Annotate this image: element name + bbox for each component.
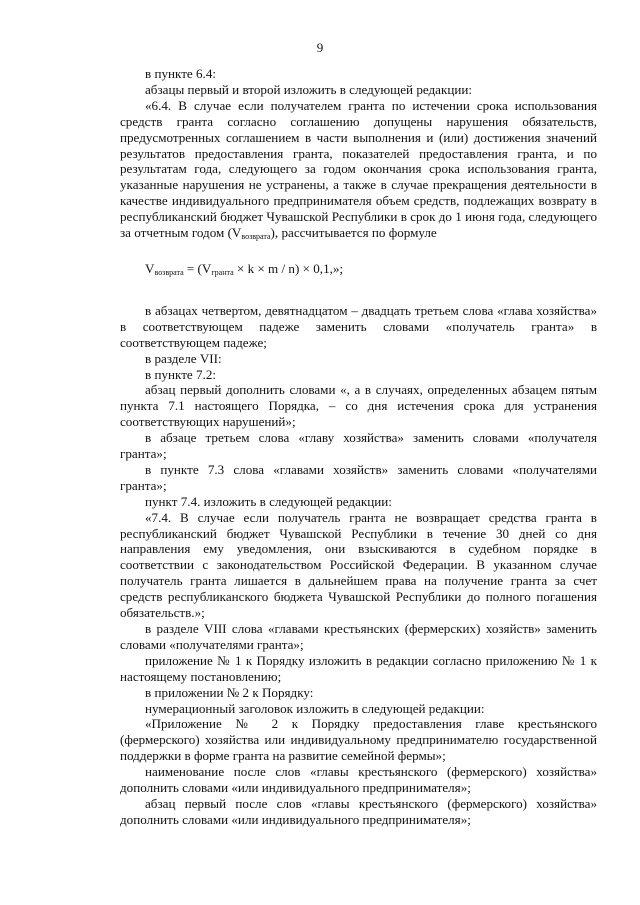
document-body <box>120 66 597 828</box>
paragraph-quoted-6-4 <box>120 98 597 241</box>
paragraph: в пункте 7.2: <box>145 366 217 382</box>
paragraph: абзацы первый и второй изложить в следующей редакции: <box>145 81 473 97</box>
formula-text: = (V <box>183 260 212 276</box>
paragraph-text: «6.4. В случае если получателем гранта по истечении срока использования средств гранта согласно соглашению допущены нарушения обязательств, предусмотренных соглашением в части выполнения и (или) достижения значений результатов предоставления гранта, показателей предоставления гранта, и по результатам года, следующего за годом окончания срока использования гранта, указанные нарушения не устранены, а также в случае прекращения деятельности в качестве индивидуального предпринимателя объем средств, подлежащих возврату в республиканский бюджет Чувашской Республики в срок до 1 июня года, следующего за отчетным годом (V <box>120 97 597 241</box>
paragraph-text: ), рассчитывается по формуле <box>270 225 437 241</box>
paragraph: наименование после слов «главы крестьянского (фермерского) хозяйства» дополнить словами «или индивидуального предпринимателя»; <box>120 764 597 796</box>
paragraph: абзац первый дополнить словами «, а в случаях, определенных абзацем пятым пункта 7.1 настоящего Порядка, – со дня истечения срока для устранения соответствующих нарушений»; <box>120 382 597 430</box>
page-number: 9 <box>316 40 324 55</box>
subscript: возврата <box>154 267 184 277</box>
paragraph: в приложении № 2 к Порядку: <box>145 684 314 700</box>
formula-var: V <box>145 260 155 276</box>
paragraph: «7.4. В случае если получатель гранта не возвращает средства гранта в республиканский бюджет Чувашской Республики в течение 30 дней со дня направления ему уведомления, они взыскиваются в судебном порядке в соответствии с законодательством Российской Федерации. В указанном случае получатель гранта лишается в дальнейшем права на получение гранта за счет средств республиканского бюджета Чувашской Республики до полного погашения обязательств.»; <box>120 509 597 621</box>
paragraph: приложение № 1 к Порядку изложить в редакции согласно приложению № 1 к настоящему постановлению; <box>120 652 597 684</box>
paragraph: в абзаце третьем слова «главу хозяйства» заменить словами «получателя гранта»; <box>120 430 597 462</box>
paragraph: в разделе VII: <box>145 350 222 366</box>
formula-text: × k × m / n) × 0,1,»; <box>233 260 344 276</box>
paragraph: пункт 7.4. изложить в следующей редакции: <box>145 493 392 509</box>
subscript: возврата <box>241 232 271 242</box>
paragraph: абзац первый после слов «главы крестьянского (фермерского) хозяйства» дополнить словами «или индивидуального предпринимателя»; <box>120 795 597 827</box>
paragraph: в пункте 7.3 слова «главами хозяйств» заменить словами «получателями гранта»; <box>120 461 597 493</box>
paragraph: «Приложение № 2 к Порядку предоставления главе крестьянского (фермерского) хозяйства или индивидуальному предпринимателю государственной поддержки в форме гранта на развитие семейной фермы»; <box>120 716 597 764</box>
paragraph: нумерационный заголовок изложить в следующей редакции: <box>145 700 485 716</box>
paragraph: в пункте 6.4: <box>145 66 217 81</box>
paragraph: в разделе VIII слова «главами крестьянских (фермерских) хозяйств» заменить словами «получателями гранта»; <box>120 621 597 652</box>
formula <box>120 261 597 277</box>
subscript: гранта <box>211 267 234 277</box>
paragraph: в абзацах четвертом, девятнадцатом – двадцать третьем слова «глава хозяйства» в соответствующем падеже заменить словами «получатель гранта» в соответствующем падеже; <box>120 302 597 350</box>
